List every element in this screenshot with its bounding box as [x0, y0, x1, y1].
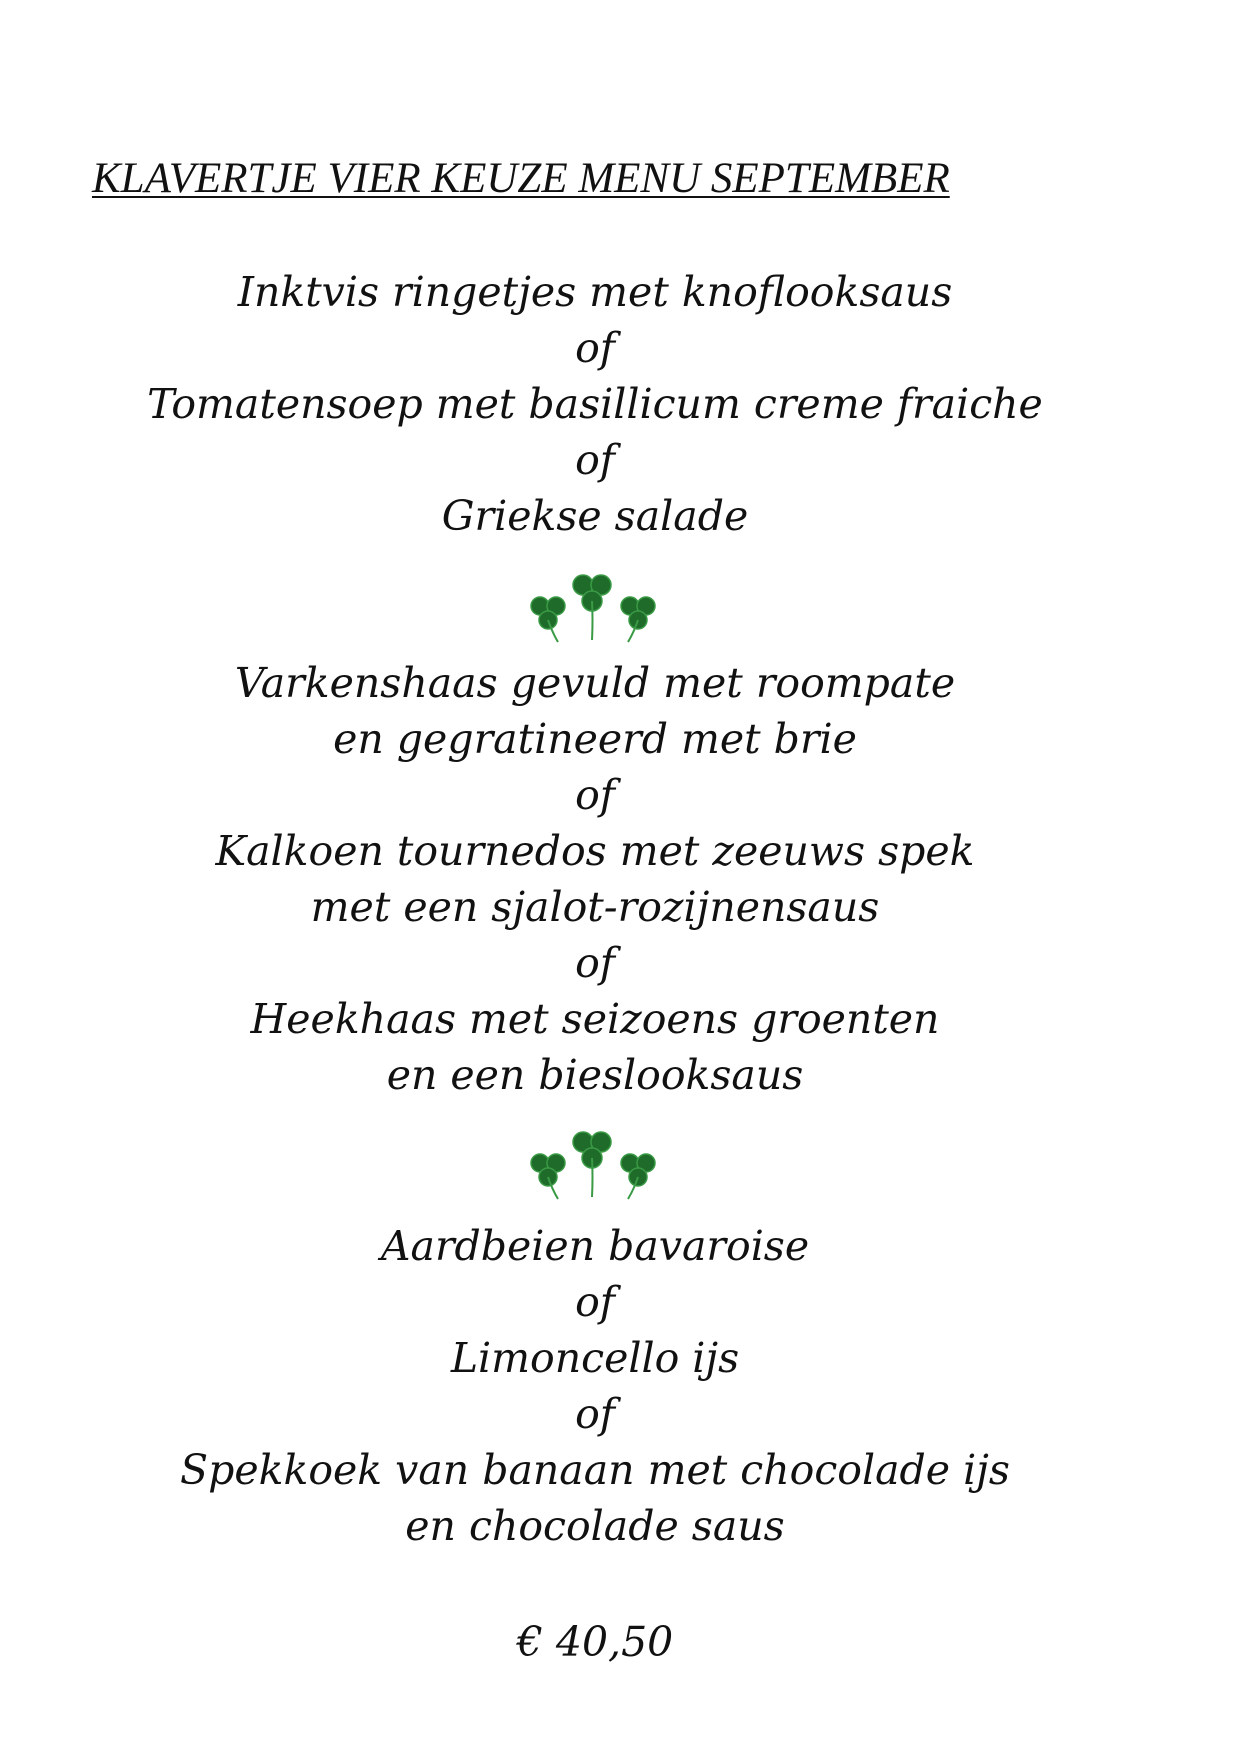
- desserts-section: [0, 1218, 1190, 1554]
- dessert-option: Spekkoek van banaan met chocolade ijs: [180, 1446, 1010, 1494]
- or-separator: of: [575, 1390, 615, 1438]
- starter-option: Tomatensoep met basillicum creme fraiche: [147, 380, 1043, 428]
- starter-option: Inktvis ringetjes met knoflooksaus: [237, 268, 953, 316]
- main-option: Kalkoen tournedos met zeeuws spek: [215, 827, 975, 875]
- starter-option: Griekse salade: [441, 492, 749, 540]
- main-option: Heekhaas met seizoens groenten: [250, 995, 940, 1043]
- or-separator: of: [575, 771, 615, 819]
- main-option-detail: en een bieslooksaus: [386, 1051, 804, 1099]
- menu-price: € 40,50: [516, 1618, 674, 1666]
- dessert-option: Aardbeien bavaroise: [380, 1222, 810, 1270]
- starters-section: [0, 264, 1190, 544]
- main-option: Varkenshaas gevuld met roompate: [234, 659, 956, 707]
- main-option-detail: met een sjalot-rozijnensaus: [310, 883, 880, 931]
- dessert-option: Limoncello ijs: [450, 1334, 740, 1382]
- or-separator: of: [575, 324, 615, 372]
- menu-title: KLAVERTJE VIER KEUZE MENU SEPTEMBER: [92, 155, 950, 202]
- main-option-detail: en gegratineerd met brie: [333, 715, 857, 763]
- shamrock-cluster-icon: [520, 1125, 670, 1201]
- shamrock-divider: [0, 568, 1190, 644]
- shamrock-divider: [0, 1125, 1190, 1201]
- mains-section: [0, 655, 1190, 1103]
- or-separator: of: [575, 939, 615, 987]
- or-separator: of: [575, 436, 615, 484]
- shamrock-cluster-icon: [520, 568, 670, 644]
- dessert-option-detail: en chocolade saus: [405, 1502, 785, 1550]
- or-separator: of: [575, 1278, 615, 1326]
